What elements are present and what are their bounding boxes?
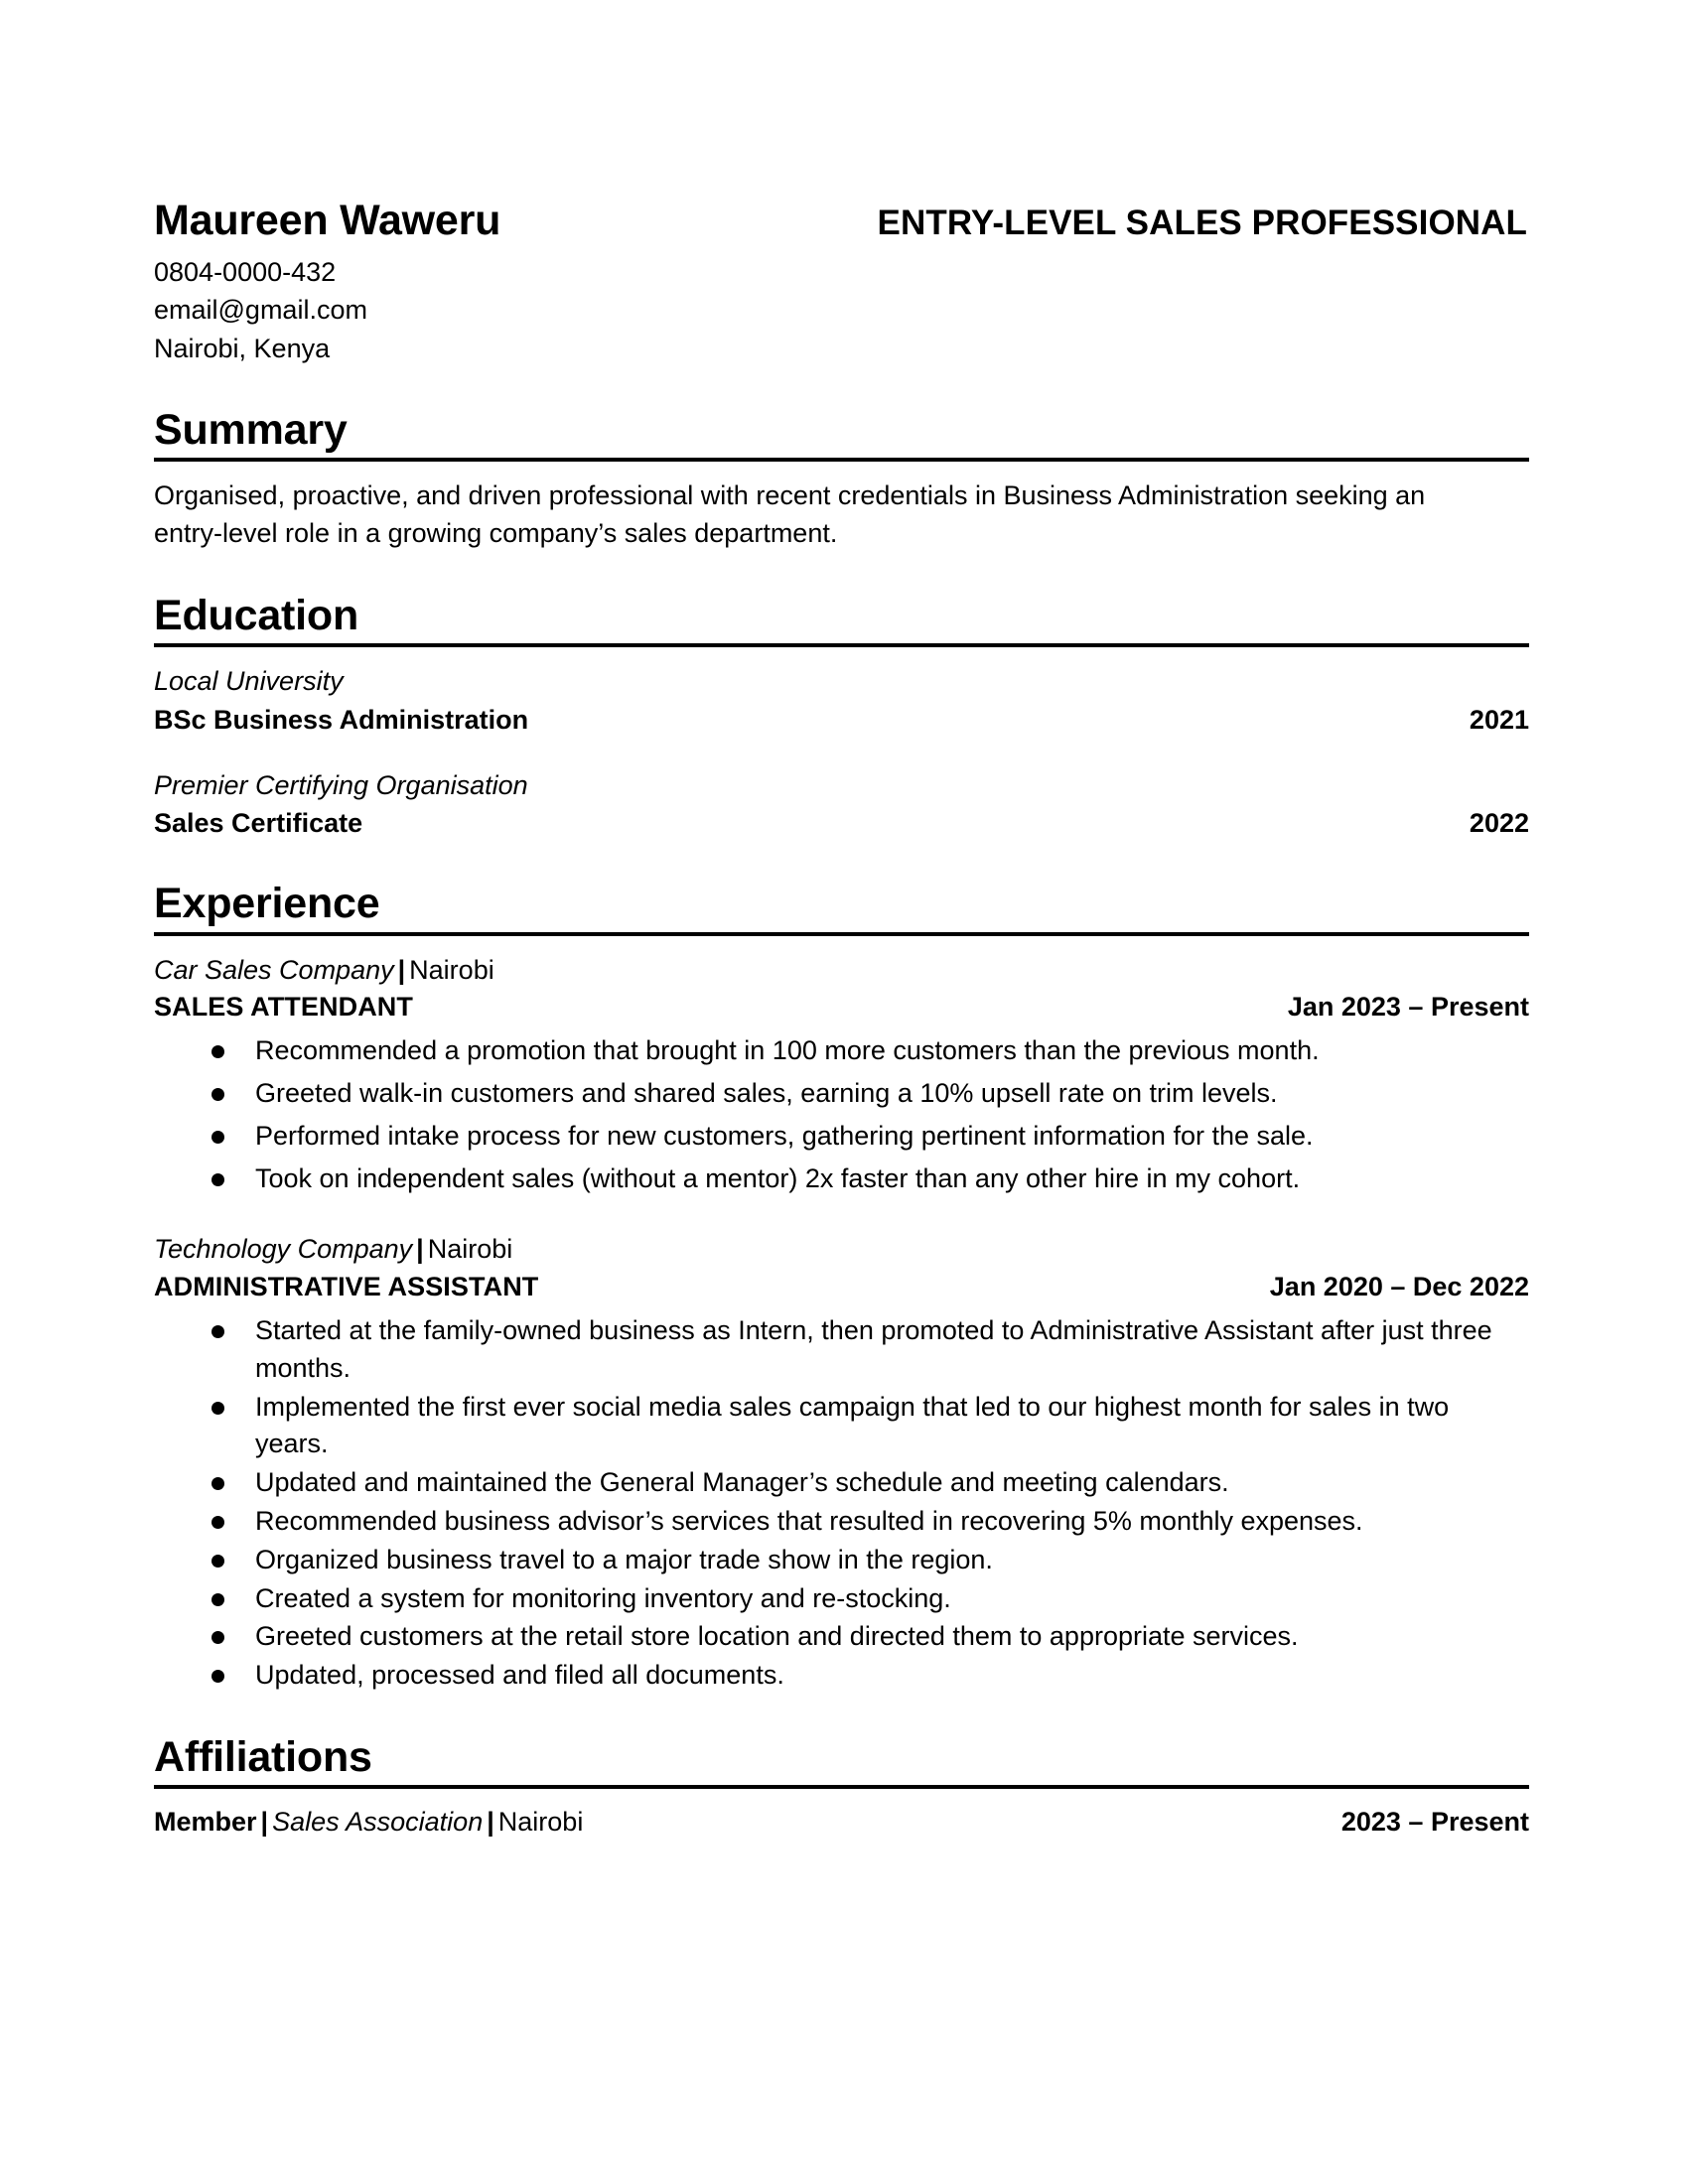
affiliation-dates: 2023 – Present bbox=[1340, 1807, 1529, 1838]
list-item bbox=[154, 1160, 1529, 1198]
bullet-icon bbox=[211, 1045, 224, 1058]
affiliation-organisation: Sales Association bbox=[272, 1807, 484, 1838]
list-item bbox=[154, 1389, 1529, 1464]
affiliation-location: Nairobi bbox=[497, 1807, 584, 1838]
contact-block bbox=[154, 199, 500, 367]
education-entry-row bbox=[154, 703, 1529, 738]
section-affiliations bbox=[154, 1734, 1529, 1840]
contact-phone: 0804-0000-432 bbox=[154, 257, 337, 288]
experience-company: Technology Company bbox=[154, 1234, 413, 1265]
bullet-icon bbox=[211, 1555, 224, 1568]
bullet-text: Took on independent sales (without a mentor) 2x faster than any other hire in my cohort. bbox=[255, 1162, 1301, 1193]
candidate-name: Maureen Waweru bbox=[154, 197, 501, 244]
list-item bbox=[154, 1580, 1529, 1618]
experience-company-line bbox=[154, 952, 1529, 988]
bullet-text: Recommended business advisor’s services that resulted in recovering 5% monthly expenses. bbox=[255, 1505, 1363, 1536]
list-item bbox=[154, 1657, 1529, 1695]
bullet-icon bbox=[211, 1593, 224, 1606]
bullet-text: Implemented the first ever social media sales campaign that led to our highest month for sales in two years. bbox=[255, 1391, 1450, 1459]
section-heading-education: Education bbox=[154, 592, 359, 640]
resume-header bbox=[154, 199, 1529, 367]
section-heading-experience: Experience bbox=[154, 880, 380, 928]
education-entry bbox=[154, 663, 1529, 738]
bullet-text: Created a system for monitoring inventory and re-stocking. bbox=[255, 1582, 951, 1613]
experience-company: Car Sales Company bbox=[154, 954, 394, 985]
section-heading-summary: Summary bbox=[154, 406, 348, 455]
bullet-icon bbox=[211, 1477, 224, 1490]
bullet-text: Greeted customers at the retail store location and directed them to appropriate services. bbox=[255, 1621, 1299, 1652]
experience-role: ADMINISTRATIVE ASSISTANT bbox=[154, 1271, 539, 1301]
section-summary bbox=[154, 407, 1529, 553]
bullet-text: Recommended a promotion that brought in 100 more customers than the previous month. bbox=[255, 1035, 1320, 1066]
bullet-text: Updated and maintained the General Manager’s schedule and meeting calendars. bbox=[255, 1467, 1229, 1498]
bullet-text: Greeted walk-in customers and shared sales, earning a 10% upsell rate on trim levels. bbox=[255, 1078, 1278, 1108]
list-item bbox=[154, 1503, 1529, 1541]
separator-pipe: | bbox=[416, 1234, 424, 1265]
affiliation-detail bbox=[154, 1805, 583, 1840]
section-heading-affiliations: Affiliations bbox=[154, 1732, 372, 1781]
list-item bbox=[154, 1464, 1529, 1502]
experience-role-row bbox=[154, 1270, 1529, 1304]
summary-paragraph: Organised, proactive, and driven professional with recent credentials in Business Administration seeking an entry-level role in a growing company’s sales department. bbox=[154, 480, 1426, 549]
contact-location: Nairobi, Kenya bbox=[154, 333, 331, 363]
affiliation-role: Member bbox=[154, 1807, 257, 1838]
bullet-text: Performed intake process for new customers, gathering pertinent information for the sale. bbox=[255, 1120, 1314, 1151]
experience-entry bbox=[154, 952, 1529, 1198]
section-divider bbox=[154, 932, 1529, 936]
list-item bbox=[154, 1542, 1529, 1579]
bullet-icon bbox=[211, 1325, 224, 1338]
education-organisation: Local University bbox=[154, 666, 344, 697]
bullet-text: Organized business travel to a major trade show in the region. bbox=[255, 1544, 993, 1574]
bullet-text: Updated, processed and filed all documents. bbox=[255, 1660, 784, 1691]
separator-pipe: | bbox=[397, 954, 406, 985]
bullet-icon bbox=[211, 1088, 224, 1101]
education-year: 2021 bbox=[1469, 704, 1529, 735]
bullet-icon bbox=[211, 1402, 224, 1415]
headline-job-title: ENTRY-LEVEL SALES PROFESSIONAL bbox=[877, 204, 1527, 242]
affiliation-entry bbox=[154, 1805, 1529, 1840]
experience-location: Nairobi bbox=[409, 954, 494, 985]
list-item bbox=[154, 1118, 1529, 1156]
resume-content bbox=[154, 199, 1529, 1840]
experience-entry bbox=[154, 1231, 1529, 1695]
experience-bullet-list bbox=[154, 1312, 1529, 1695]
separator-pipe: | bbox=[487, 1807, 494, 1838]
section-divider bbox=[154, 1785, 1529, 1789]
education-credential: Sales Certificate bbox=[154, 808, 363, 839]
experience-dates: Jan 2023 – Present bbox=[1287, 992, 1529, 1023]
education-organisation: Premier Certifying Organisation bbox=[154, 769, 528, 800]
list-item bbox=[154, 1032, 1529, 1070]
separator-pipe: | bbox=[260, 1807, 269, 1838]
experience-role-row bbox=[154, 990, 1529, 1024]
list-item bbox=[154, 1075, 1529, 1113]
list-item bbox=[154, 1312, 1529, 1388]
experience-role: SALES ATTENDANT bbox=[154, 992, 413, 1023]
education-credential: BSc Business Administration bbox=[154, 704, 529, 735]
bullet-icon bbox=[211, 1670, 224, 1683]
education-entry-row bbox=[154, 806, 1529, 841]
bullet-icon bbox=[211, 1631, 224, 1644]
experience-dates: Jan 2020 – Dec 2022 bbox=[1269, 1271, 1529, 1301]
bullet-icon bbox=[211, 1173, 224, 1186]
section-divider bbox=[154, 643, 1529, 647]
section-divider bbox=[154, 458, 1529, 462]
bullet-icon bbox=[211, 1131, 224, 1144]
experience-location: Nairobi bbox=[427, 1234, 513, 1265]
bullet-icon bbox=[211, 1516, 224, 1529]
experience-bullet-list bbox=[154, 1032, 1529, 1197]
experience-company-line bbox=[154, 1231, 1529, 1267]
contact-email: email@gmail.com bbox=[154, 295, 367, 326]
education-entry bbox=[154, 767, 1529, 842]
bullet-text: Started at the family-owned business as Intern, then promoted to Administrative Assistant after just three months. bbox=[255, 1314, 1492, 1383]
section-education bbox=[154, 593, 1529, 841]
list-item bbox=[154, 1618, 1529, 1656]
education-year: 2022 bbox=[1469, 808, 1529, 839]
section-experience bbox=[154, 881, 1529, 1695]
